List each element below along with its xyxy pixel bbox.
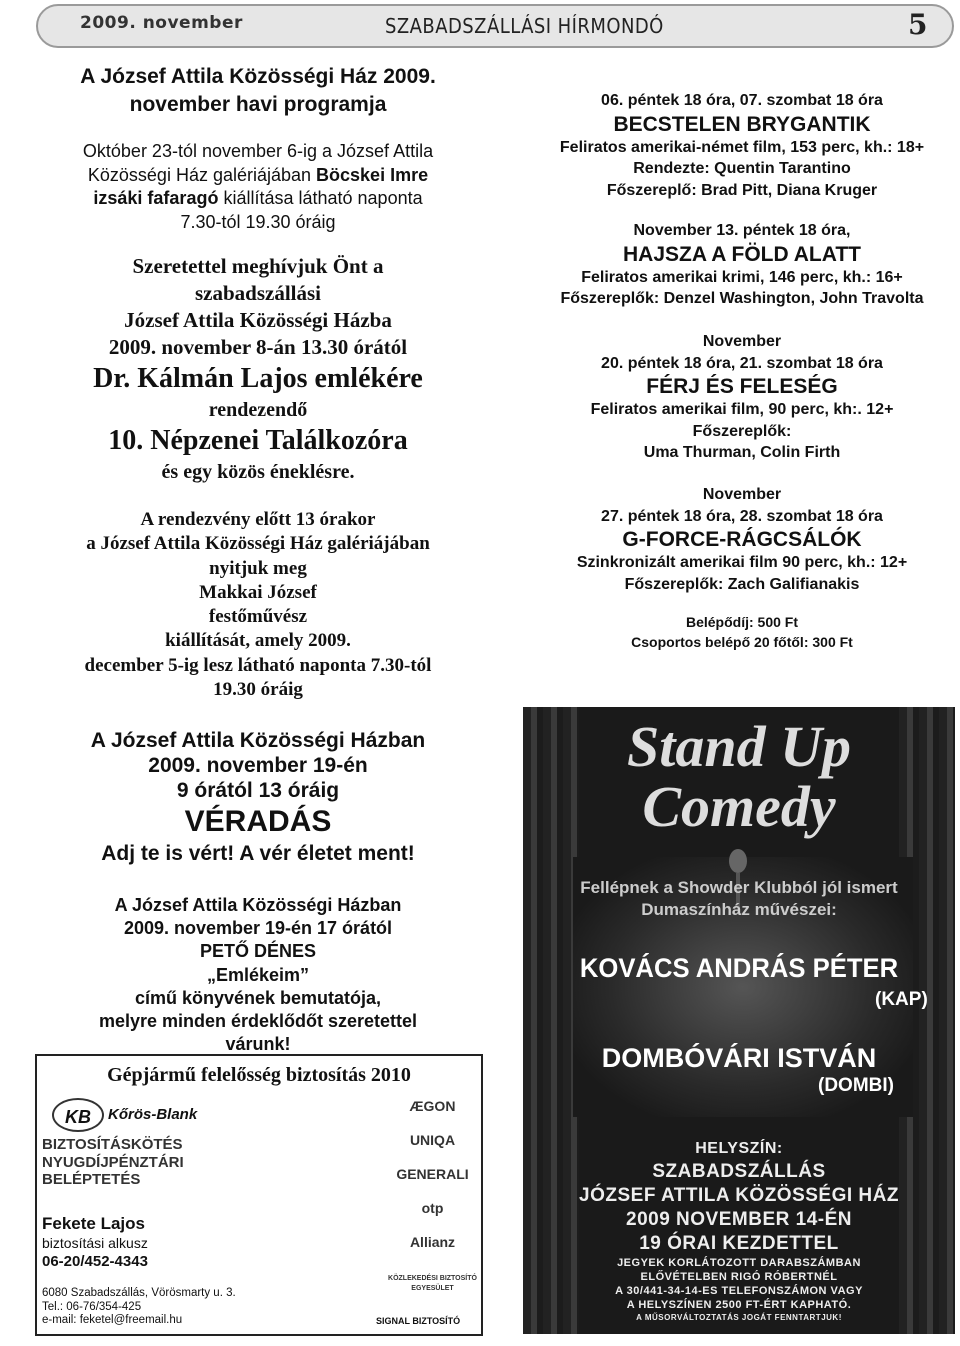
ticket-line: ELŐVÉTELBEN RIGÓ RÓBERTNÉL [640, 1271, 838, 1283]
folk-music-invitation [48, 253, 468, 485]
ticket-line: A HELYSZÍNEN 2500 FT-ÉRT KAPHATÓ. [626, 1299, 852, 1311]
movie-date: November 13. péntek 18 óra, [633, 222, 851, 239]
memorial-line: Dr. Kálmán Lajos emlékére [93, 363, 423, 394]
movie-listing [522, 484, 960, 595]
venue-line: SZABADSZÁLLÁS [652, 1161, 826, 1182]
service-item: BELÉPTETÉS [42, 1171, 141, 1188]
movie-title: FÉRJ ÉS FELESÉG [646, 375, 838, 398]
agent-role: biztosítási alkusz [42, 1235, 148, 1251]
movie-date: November [702, 333, 782, 350]
ticket-line: JEGYEK KORLÁTOZOTT DARABSZÁMBAN [617, 1257, 861, 1269]
blood-slogan: Adj te is vért! A vér életet ment! [101, 842, 415, 865]
services-list [42, 1136, 184, 1189]
newspaper-title: SZABADSZÁLLÁSI HÍRMONDÓ [385, 14, 664, 38]
service-item: BIZTOSÍTÁSKÖTÉS [42, 1136, 183, 1153]
book-line: várunk! [225, 1034, 291, 1055]
movie-info: Feliratos amerikai film, 90 perc, kh:. 12+ [590, 401, 894, 418]
organized-line: rendezendő [208, 399, 308, 421]
performer-1: KOVÁCS ANDRÁS PÉTER [579, 953, 899, 983]
book-presentation [48, 894, 468, 1056]
book-line: „Emlékeim” [206, 964, 310, 985]
expo-line: Makkai József [199, 581, 317, 603]
generali-logo: GENERALI [396, 1166, 469, 1182]
ticket-line: A 30/441-34-14-ES TELEFONSZÁMON VAGY [615, 1285, 863, 1297]
price-line: Csoportos belépő 20 főtől: 300 Ft [631, 634, 853, 650]
poster-title-stand-up: Stand Up [626, 714, 851, 779]
book-line: 2009. november 19-én 17 órától [123, 918, 393, 939]
movie-listing [522, 220, 960, 310]
program-title-line: november havi programja [129, 93, 387, 116]
invite-line: József Attila Közösségi Házba [124, 308, 392, 332]
agent-phone: 06-20/452-4343 [42, 1253, 148, 1270]
allianz-logo: Allianz [409, 1234, 456, 1250]
poster-intro-line: Dumaszínház művészei: [641, 900, 837, 919]
poster-title-comedy: Comedy [642, 774, 836, 839]
issue-date: 2009. november [80, 13, 243, 33]
blood-title: VÉRADÁS [184, 805, 332, 838]
movie-title: G-FORCE-RÁGCSÁLÓK [622, 528, 862, 551]
kb-logo-icon: KB [52, 1098, 104, 1132]
agent-name: Fekete Lajos [42, 1214, 145, 1233]
expo-line: december 5-ig lesz látható naponta 7.30-tól [84, 654, 432, 676]
movie-date: 20. péntek 18 óra, 21. szombat 18 óra [601, 354, 883, 372]
book-line: A József Attila Közösségi Házban [114, 895, 402, 915]
signal-logo: SIGNAL BIZTOSÍTÓ [376, 1316, 461, 1326]
movie-date: November [702, 486, 782, 503]
book-line: című könyvének bemutatója, [134, 987, 382, 1008]
kozlekedesi-logo: KÖZLEKEDÉSI BIZTOSÍTÓ EGYESÜLET [388, 1275, 477, 1292]
movie-listing [522, 90, 960, 201]
movie-title: BECSTELEN BRYGANTIK [613, 112, 871, 136]
event-title: 10. Népzenei Találkozóra [108, 425, 408, 456]
venue-line: 19 ÓRAI KEZDETTEL [639, 1233, 839, 1254]
expo-line: A rendezvény előtt 13 órakor [140, 509, 376, 530]
invite-line: 2009. november 8-án 13.30 órától [108, 335, 408, 359]
movie-info: Szinkronizált amerikai film 90 perc, kh.: 12+ [576, 554, 908, 571]
book-line: PETŐ DÉNES [199, 941, 317, 962]
expo-line: festőművész [208, 606, 308, 628]
painter-exhibition [48, 508, 468, 702]
movie-info: Főszereplők: Denzel Washington, John Travolta [560, 290, 924, 307]
expo-line: kiállítását, amely 2009. [165, 630, 351, 652]
poster-intro [523, 877, 955, 921]
company-address [42, 1287, 236, 1328]
page-number: 5 [908, 8, 928, 41]
performer-2: DOMBÓVÁRI ISTVÁN [601, 1043, 877, 1073]
performer-1-nickname: (KAP) [875, 989, 928, 1010]
program-title-line: A József Attila Közösségi Ház 2009. [80, 65, 436, 88]
intro-line: Október 23-tól november 6-ig a József Attila [82, 141, 434, 161]
movie-info: Feliratos amerikai-német film, 153 perc, kh.: 18+ [559, 138, 925, 156]
exhibition-intro [48, 140, 468, 234]
book-line: melyre minden érdeklődőt szeretettel [98, 1011, 418, 1032]
venue-line: JÓZSEF ATTILA KÖZÖSSÉGI HÁZ [579, 1185, 899, 1206]
address-line: e-mail: feketel@freemail.hu [42, 1314, 183, 1326]
ticket-prices [522, 612, 960, 652]
invite-line: szabadszállási [194, 281, 322, 305]
expo-line: nyitjuk meg [209, 557, 307, 579]
movie-date: 27. péntek 18 óra, 28. szombat 18 óra [601, 507, 883, 525]
movie-info: Uma Thurman, Colin Firth [643, 444, 841, 461]
blood-line: 2009. november 19-én [148, 754, 368, 777]
movie-info: Főszereplő: Brad Pitt, Diana Kruger [606, 181, 878, 199]
expo-line: a József Attila Közösségi Ház galériájában [86, 533, 430, 555]
movie-info: Feliratos amerikai krimi, 146 perc, kh.: 16+ [581, 268, 903, 286]
movie-info: Rendezte: Quentin Tarantino [633, 160, 851, 177]
venue-label: HELYSZÍN: [695, 1140, 783, 1157]
address-line: Tel.: 06-76/354-425 [42, 1300, 142, 1313]
program-heading [48, 63, 468, 119]
uniqa-logo: UNIQA [409, 1132, 456, 1148]
poster-intro-line: Fellépnek a Showder Klubból jól ismert [580, 878, 898, 897]
expo-line: 19.30 óráig [213, 679, 303, 701]
blood-line: 9 órától 13 óráig [176, 779, 340, 802]
venue-line: 2009 NOVEMBER 14-ÉN [626, 1209, 852, 1230]
intro-line: 7.30-tól 19.30 óráig [180, 211, 336, 232]
service-item: NYUGDÍJPÉNZTÁRI [42, 1153, 184, 1171]
poster-venue [541, 1137, 937, 1324]
insurance-ad-title: Gépjármű felelősség biztosítás 2010 [107, 1064, 411, 1086]
address-line: 6080 Szabadszállás, Vörösmarty u. 3. [42, 1287, 236, 1299]
rights-line: A MŰSORVÁLTOZTATÁS JOGÁT FENNTARTJUK! [636, 1313, 842, 1322]
movie-info: Főszereplők: [692, 422, 792, 440]
invite-line: Szeretettel meghívjuk Önt a [132, 254, 384, 278]
movie-info: Főszereplők: Zach Galifianakis [624, 575, 860, 593]
aegon-logo: ÆGON [409, 1098, 456, 1114]
blood-line: A József Attila Közösségi Házban [90, 729, 426, 752]
blood-donation-notice [48, 728, 468, 866]
performer-2-nickname: (DOMBI) [818, 1075, 894, 1096]
movie-date: 06. péntek 18 óra, 07. szombat 18 óra [601, 92, 883, 109]
standup-comedy-poster [523, 707, 955, 1334]
intro-line: izsáki fafaragó kiállítása látható naponta [93, 188, 423, 208]
otp-logo: otp [421, 1200, 444, 1216]
movie-listing [522, 331, 960, 464]
closing-line: és egy közös éneklésre. [161, 461, 355, 483]
movie-title: HAJSZA A FÖLD ALATT [623, 242, 861, 266]
price-line: Belépődíj: 500 Ft [685, 614, 799, 630]
insurer-logos [385, 1098, 480, 1302]
intro-line: Közösségi Ház galériájában Böcskei Imre [87, 164, 429, 185]
company-name: Kőrös-Blank [108, 1106, 198, 1123]
